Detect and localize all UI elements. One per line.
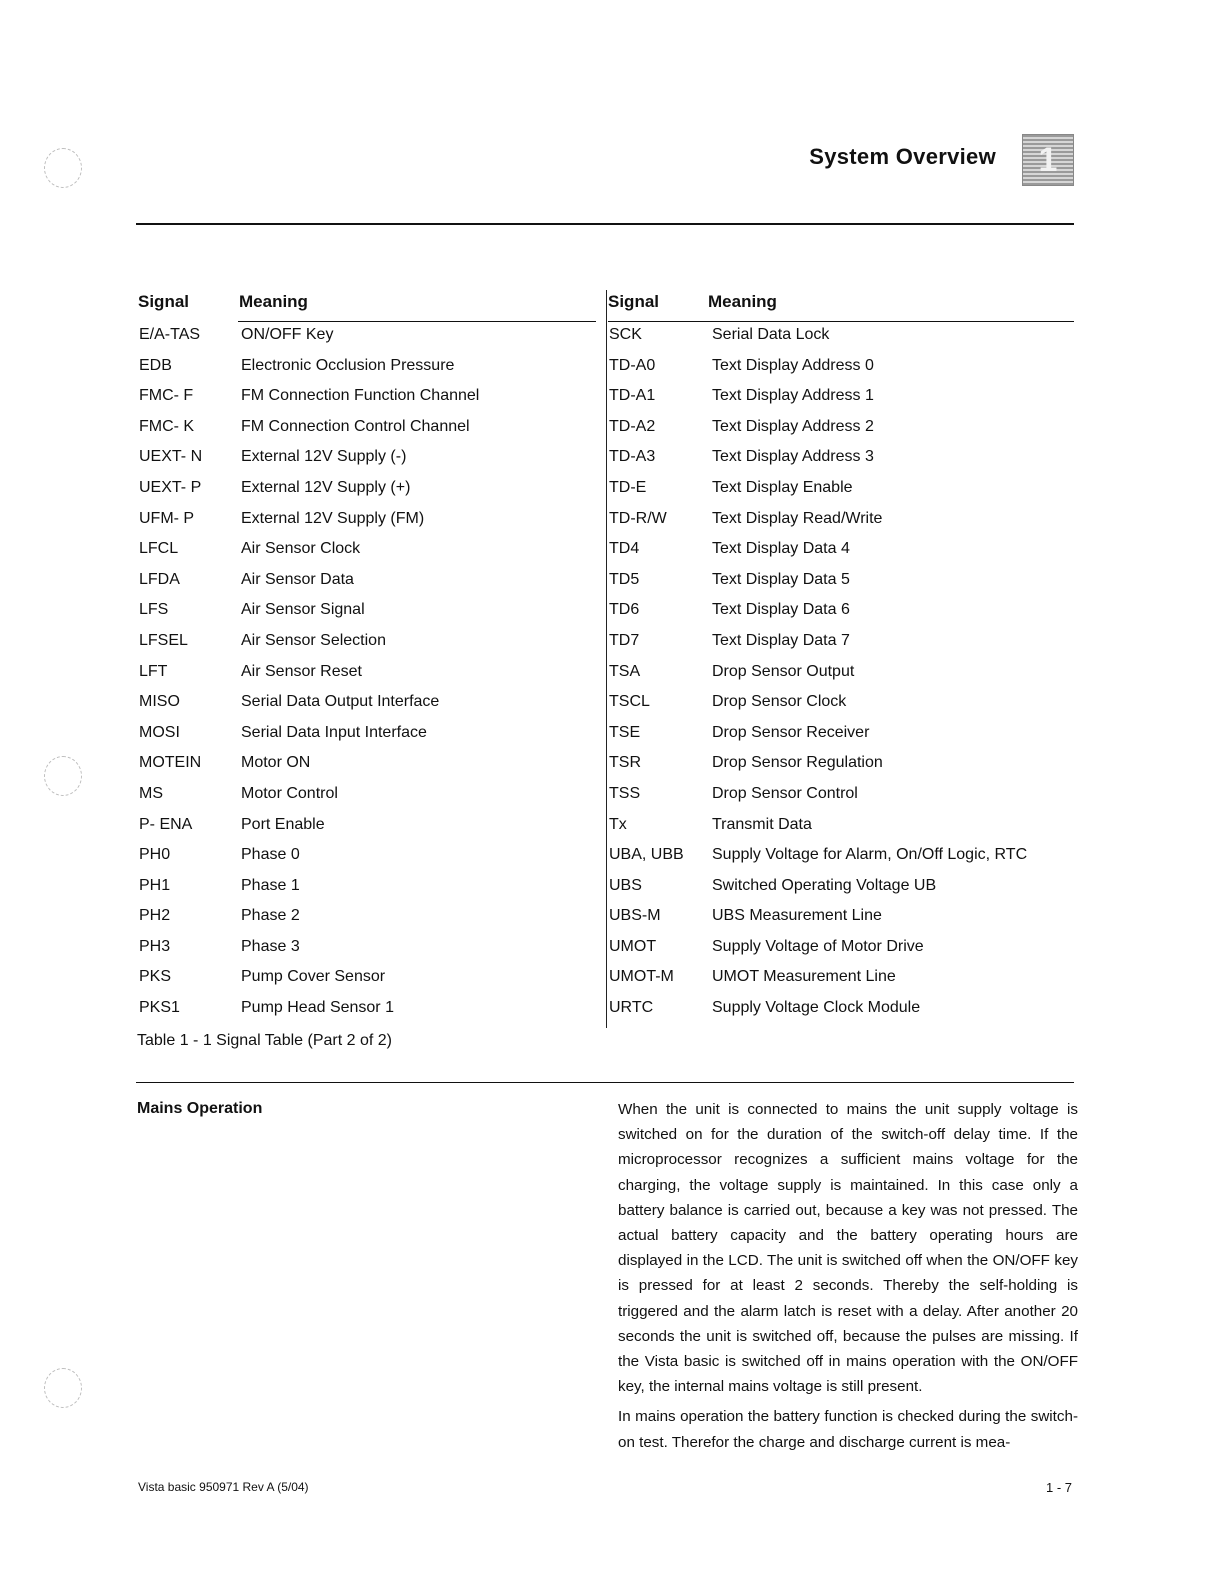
table-row	[608, 993, 1074, 1024]
meaning-cell: Air Sensor Data	[241, 570, 354, 588]
signal-cell: UBA, UBB	[609, 846, 684, 864]
signal-cell: TD4	[609, 540, 640, 558]
meaning-cell: FM Connection Function Channel	[241, 387, 480, 405]
signal-cell: LFCL	[139, 540, 179, 558]
meaning-cell: Phase 2	[241, 907, 300, 925]
meaning-cell: Text Display Address 1	[712, 387, 874, 405]
meaning-cell: Air Sensor Clock	[241, 540, 361, 558]
meaning-cell: Pump Head Sensor 1	[241, 999, 394, 1017]
signal-cell: LFT	[139, 662, 168, 680]
meaning-cell: Port Enable	[241, 815, 325, 833]
table-row	[138, 748, 596, 779]
table-row	[138, 779, 596, 810]
signal-cell: PH1	[139, 876, 171, 894]
table-row	[138, 504, 596, 535]
signal-cell: MISO	[139, 693, 180, 711]
punch-hole-middle	[44, 756, 82, 796]
signal-cell: TSS	[609, 784, 641, 802]
meaning-cell: Supply Voltage Clock Module	[712, 999, 921, 1017]
meaning-cell: Phase 1	[241, 876, 300, 894]
meaning-cell: Drop Sensor Control	[712, 784, 858, 802]
column-header-meaning: Meaning	[239, 292, 308, 311]
signal-cell: TD6	[609, 601, 640, 619]
table-row	[608, 442, 1074, 473]
signal-cell: MS	[139, 784, 163, 802]
meaning-cell: Text Display Data 5	[712, 570, 850, 588]
signal-cell: TD-A2	[609, 417, 656, 435]
table-row	[138, 320, 596, 351]
table-row	[138, 901, 596, 932]
meaning-cell: Text Display Address 3	[712, 448, 874, 466]
signal-cell: PH2	[139, 907, 171, 925]
signal-cell: UMOT	[609, 937, 657, 955]
column-header-signal: Signal	[608, 292, 660, 311]
table-row	[608, 626, 1074, 657]
signal-cell: MOTEIN	[139, 754, 202, 772]
meaning-cell: Phase 0	[241, 846, 300, 864]
meaning-cell: Drop Sensor Receiver	[712, 723, 870, 741]
table-row	[608, 381, 1074, 412]
table-row	[138, 351, 596, 382]
meaning-cell: Text Display Enable	[712, 478, 853, 496]
signal-cell: MOSI	[139, 723, 180, 741]
meaning-cell: External 12V Supply (+)	[241, 478, 411, 496]
table-header	[608, 290, 1074, 320]
signal-cell: PKS1	[139, 999, 180, 1017]
meaning-cell: Text Display Data 7	[712, 631, 850, 649]
meaning-cell: Air Sensor Signal	[241, 601, 365, 619]
table-row	[608, 840, 1074, 871]
signal-cell: UBS	[609, 876, 642, 894]
signal-cell: TD-A0	[609, 356, 656, 374]
signal-cell: TD-R/W	[609, 509, 667, 527]
signal-cell: TD-A1	[609, 387, 656, 405]
section-heading: Mains Operation	[137, 1100, 263, 1117]
body-paragraph: When the unit is connected to mains the unit supply voltage is switched on for the duration of the switch-off delay time. If the microprocessor recognizes a sufficient mains voltage for the charging, the voltage supply is maintained. In this case only a battery balance is carried out, because a key was not pressed. The actual battery capacity and the battery operating hours are displayed in the LCD. The unit is switched off when the ON/OFF key is pressed for at least 2 seconds. Thereby the self-holding is triggered and the alarm latch is reset with a delay. After another 20 seconds the unit is switched off, because the pulses are missing. If the Vista basic is switched off in mains operation with the ON/OFF key, the internal mains voltage is still present.	[618, 1101, 1078, 1396]
meaning-cell: Serial Data Output Interface	[241, 693, 440, 711]
section-rule	[136, 1082, 1074, 1083]
table-row	[608, 932, 1074, 963]
meaning-cell: Pump Cover Sensor	[241, 968, 386, 986]
signal-cell: PKS	[139, 968, 172, 986]
meaning-cell: Drop Sensor Clock	[712, 693, 847, 711]
meaning-cell: Transmit Data	[712, 815, 812, 833]
table-row	[608, 779, 1074, 810]
page-title: System Overview	[809, 144, 996, 169]
section-body	[618, 1097, 1078, 1460]
signal-cell: FMC- K	[139, 417, 195, 435]
table-row	[608, 657, 1074, 688]
table-row	[608, 595, 1074, 626]
signal-cell: UMOT-M	[609, 968, 674, 986]
meaning-cell: Serial Data Input Interface	[241, 723, 427, 741]
table-row	[608, 473, 1074, 504]
meaning-cell: Supply Voltage for Alarm, On/Off Logic, RTC	[712, 846, 1028, 864]
meaning-cell: External 12V Supply (-)	[241, 448, 407, 466]
meaning-cell: Air Sensor Reset	[241, 662, 362, 680]
signal-table-left	[138, 290, 596, 1024]
meaning-cell: Text Display Address 2	[712, 417, 874, 435]
signal-cell: URTC	[609, 999, 654, 1017]
table-row	[138, 932, 596, 963]
signal-cell: LFDA	[139, 570, 180, 588]
signal-cell: SCK	[609, 326, 642, 343]
table-row	[138, 657, 596, 688]
table-row	[138, 840, 596, 871]
signal-cell: FMC- F	[139, 387, 194, 405]
meaning-cell: Air Sensor Selection	[241, 631, 386, 649]
meaning-cell: Drop Sensor Regulation	[712, 754, 883, 772]
signal-cell: TD-E	[609, 478, 647, 496]
table-row	[138, 442, 596, 473]
table-row	[608, 810, 1074, 841]
table-row	[138, 962, 596, 993]
signal-cell: EDB	[139, 356, 172, 374]
signal-cell: UFM- P	[139, 509, 195, 527]
table-row	[138, 871, 596, 902]
signal-cell: P- ENA	[139, 815, 193, 833]
meaning-cell: Text Display Data 4	[712, 540, 850, 558]
header-rule	[136, 223, 1074, 225]
meaning-cell: Motor ON	[241, 754, 311, 772]
signal-cell: Tx	[609, 815, 627, 833]
meaning-cell: Switched Operating Voltage UB	[712, 876, 937, 894]
table-row	[608, 748, 1074, 779]
signal-cell: PH0	[139, 846, 171, 864]
signal-cell: TSCL	[609, 693, 650, 711]
table-row	[608, 504, 1074, 535]
table-row	[608, 901, 1074, 932]
signal-cell: TSE	[609, 723, 641, 741]
table-row	[608, 871, 1074, 902]
punch-hole-bottom	[44, 1368, 82, 1408]
signal-cell: TSR	[609, 754, 641, 772]
signal-table-right	[608, 290, 1074, 1024]
table-row	[138, 595, 596, 626]
meaning-cell: FM Connection Control Channel	[241, 417, 470, 435]
table-caption: Table 1 - 1 Signal Table (Part 2 of 2)	[137, 1032, 392, 1049]
body-paragraph: In mains operation the battery function is checked during the switch-on test. Therefor the charge and discharge current is mea-	[618, 1408, 1078, 1451]
meaning-cell: Electronic Occlusion Pressure	[241, 356, 455, 374]
table-row	[138, 473, 596, 504]
table-row	[138, 993, 596, 1024]
table-row	[138, 381, 596, 412]
table-row	[608, 565, 1074, 596]
table-row	[608, 534, 1074, 565]
column-header-meaning: Meaning	[708, 292, 777, 311]
signal-cell: LFS	[139, 601, 169, 619]
signal-cell: UEXT- N	[139, 448, 203, 466]
table-row	[138, 687, 596, 718]
meaning-cell: Motor Control	[241, 784, 338, 802]
meaning-cell: Text Display Read/Write	[712, 509, 883, 527]
signal-cell: UEXT- P	[139, 478, 202, 496]
meaning-cell: Supply Voltage of Motor Drive	[712, 937, 924, 955]
meaning-cell: ON/OFF Key	[241, 326, 334, 343]
table-row	[608, 412, 1074, 443]
meaning-cell: External 12V Supply (FM)	[241, 509, 425, 527]
meaning-cell: UMOT Measurement Line	[712, 968, 896, 986]
punch-hole-top	[44, 148, 82, 188]
table-row	[138, 810, 596, 841]
table-row	[138, 718, 596, 749]
footer-doc-ref: Vista basic 950971 Rev A (5/04)	[138, 1480, 309, 1494]
table-row	[138, 412, 596, 443]
table-header	[138, 290, 596, 320]
table-row	[138, 626, 596, 657]
signal-cell: E/A-TAS	[139, 326, 201, 343]
table-row	[608, 962, 1074, 993]
meaning-cell: Text Display Data 6	[712, 601, 850, 619]
meaning-cell: Phase 3	[241, 937, 300, 955]
signal-cell: UBS-M	[609, 907, 661, 925]
footer-page-number: 1 - 7	[1045, 1480, 1072, 1495]
meaning-cell: Drop Sensor Output	[712, 662, 855, 680]
table-row	[138, 565, 596, 596]
chapter-tab	[1022, 134, 1074, 186]
table-row	[608, 320, 1074, 351]
chapter-number: 1	[1038, 141, 1058, 179]
table-row	[608, 351, 1074, 382]
table-row	[608, 718, 1074, 749]
signal-cell: PH3	[139, 937, 171, 955]
meaning-cell: Text Display Address 0	[712, 356, 874, 374]
meaning-cell: UBS Measurement Line	[712, 907, 882, 925]
column-header-signal: Signal	[138, 292, 190, 311]
signal-cell: LFSEL	[139, 631, 188, 649]
signal-cell: TD-A3	[609, 448, 656, 466]
table-row	[138, 534, 596, 565]
signal-cell: TSA	[609, 662, 641, 680]
table-row	[608, 687, 1074, 718]
meaning-cell: Serial Data Lock	[712, 326, 830, 343]
signal-cell: TD7	[609, 631, 640, 649]
signal-cell: TD5	[609, 570, 640, 588]
table-divider	[606, 290, 607, 1028]
